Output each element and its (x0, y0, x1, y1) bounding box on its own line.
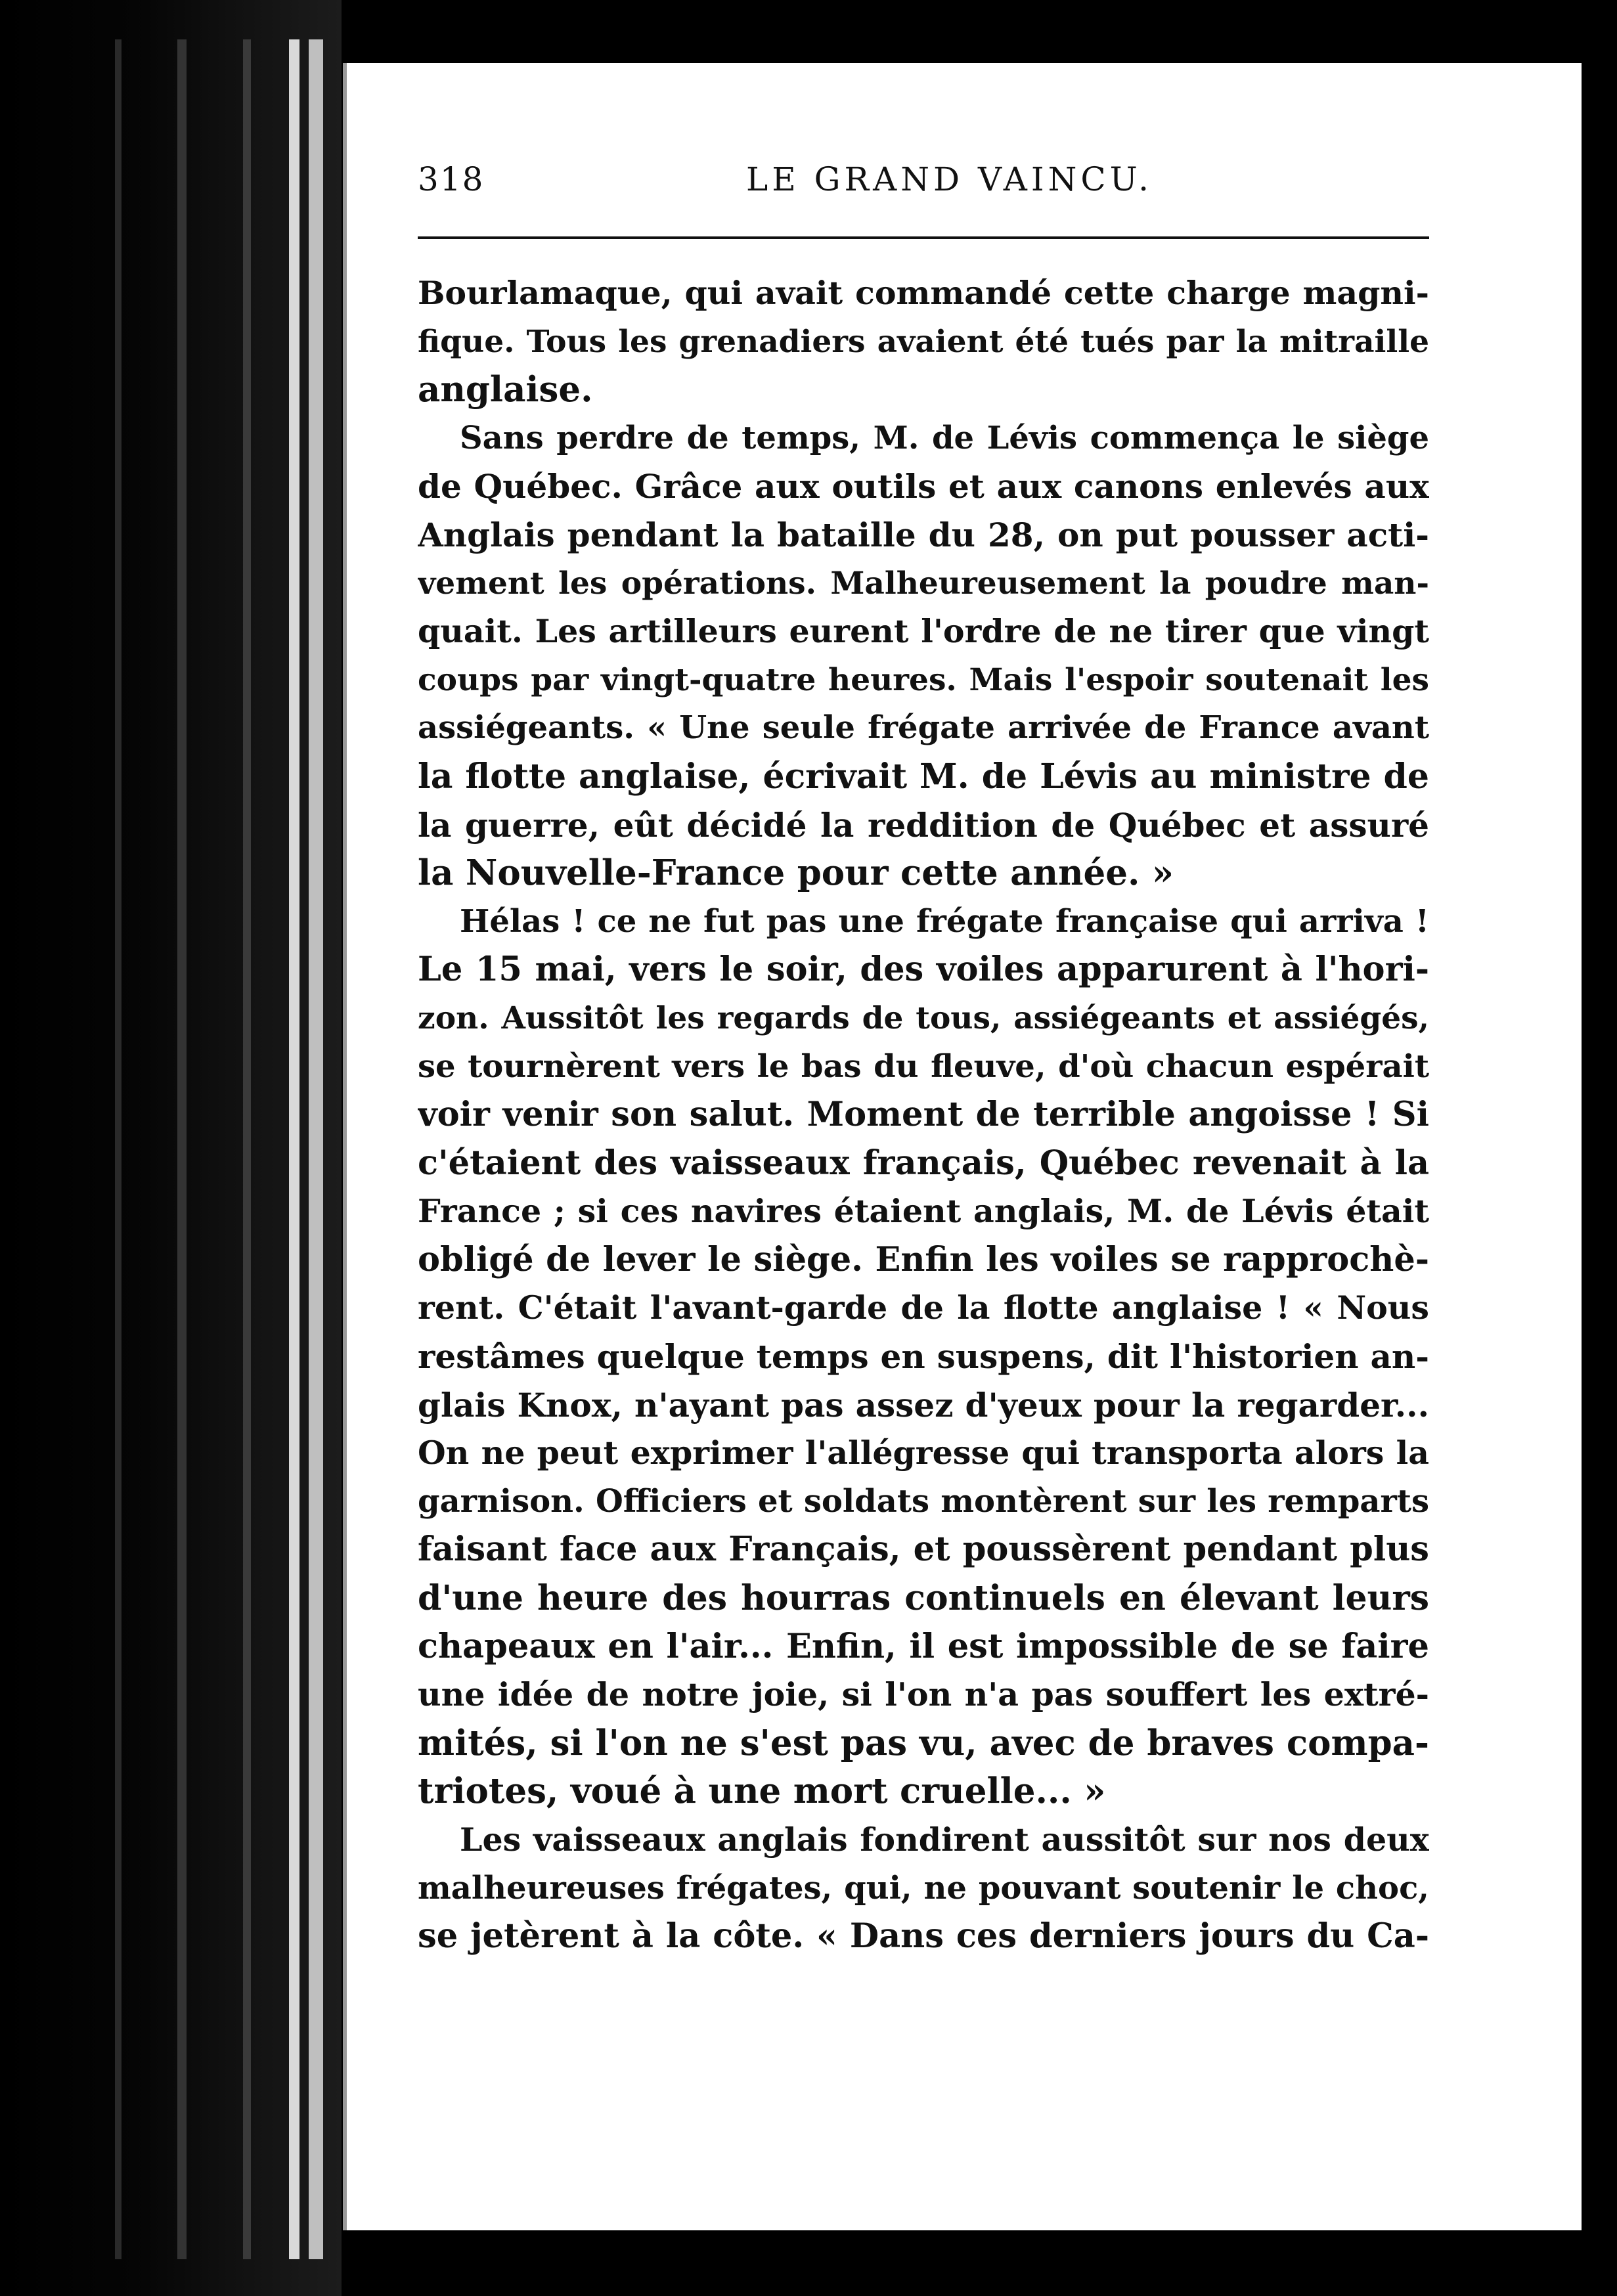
book-spine (0, 0, 342, 2296)
page-stack-edge (289, 39, 299, 2259)
text-line: Sans perdre de temps, M. de Lévis commença le siège (460, 419, 1429, 456)
page-stack-edge (309, 39, 323, 2259)
text-line: Les vaisseaux anglais fondirent aussitôt sur nos deux (460, 1821, 1429, 1859)
text-line: triotes, voué à une mort cruelle... » (418, 1771, 1106, 1812)
spine-edge (115, 39, 122, 2259)
text-line: faisant face aux Français, et poussèrent pendant plus (418, 1530, 1429, 1570)
text-line: de Québec. Grâce aux outils et aux canons enlevés aux (418, 467, 1429, 506)
text-line: mités, si l'on ne s'est pas vu, avec de braves compa- (418, 1722, 1429, 1763)
text-line: se jetèrent à la côte. « Dans ces derniers jours du Ca- (418, 1916, 1429, 1956)
text-line: Anglais pendant la bataille du 28, on put pousser acti- (418, 515, 1429, 554)
text-line: France ; si ces navires étaient anglais, M. de Lévis était (418, 1192, 1429, 1231)
text-line: garnison. Officiers et soldats montèrent sur les remparts (418, 1482, 1429, 1520)
text-line: vement les opérations. Malheureusement la poudre man- (418, 565, 1429, 602)
text-line: voir venir son salut. Moment de terrible angoisse ! Si (418, 1095, 1429, 1135)
body-text (418, 269, 1429, 1961)
spine-edge (243, 39, 251, 2259)
text-line: une idée de notre joie, si l'on n'a pas souffert les extré- (418, 1675, 1429, 1714)
text-line: anglaise. (418, 369, 593, 410)
text-line: Hélas ! ce ne fut pas une frégate française qui arriva ! (460, 902, 1429, 940)
text-line: c'étaient des vaisseaux français, Québec revenait à la (418, 1143, 1429, 1183)
text-line: d'une heure des hourras continuels en élevant leurs (418, 1578, 1429, 1619)
text-line: restâmes quelque temps en suspens, dit l'historien an- (418, 1337, 1429, 1377)
text-line: se tournèrent vers le bas du fleuve, d'où chacun espérait (418, 1048, 1429, 1085)
text-line: quait. Les artilleurs eurent l'ordre de ne tirer que vingt (418, 612, 1429, 651)
page-header (418, 160, 1429, 213)
text-line: la flotte anglaise, écrivait M. de Lévis au ministre de (418, 756, 1429, 797)
running-title: LE GRAND VAINCU. (746, 160, 1153, 198)
header-rule (418, 236, 1429, 239)
text-line: la Nouvelle-France pour cette année. » (418, 852, 1174, 894)
text-line: On ne peut exprimer l'allégresse qui transporta alors la (418, 1434, 1429, 1472)
scan-border (1578, 0, 1617, 2296)
text-line: coups par vingt-quatre heures. Mais l'espoir soutenait les (418, 661, 1429, 698)
text-line: obligé de lever le siège. Enfin les voiles se rapprochè- (418, 1239, 1429, 1279)
page-number: 318 (418, 160, 485, 198)
text-line: fique. Tous les grenadiers avaient été tués par la mitraille (418, 323, 1429, 360)
text-line: glais Knox, n'ayant pas assez d'yeux pour la regarder... (418, 1385, 1429, 1424)
text-line: la guerre, eût décidé la reddition de Québec et assuré (418, 805, 1429, 845)
text-line: Bourlamaque, qui avait commandé cette charge magni- (418, 274, 1429, 312)
page-edge-line (1576, 92, 1580, 2194)
text-line: malheureuses frégates, qui, ne pouvant soutenir le choc, (418, 1869, 1429, 1907)
text-line: Le 15 mai, vers le soir, des voiles apparurent à l'hori- (418, 950, 1429, 990)
text-line: assiégeants. « Une seule frégate arrivée de France avant (418, 709, 1429, 747)
text-line: zon. Aussitôt les regards de tous, assiégeants et assiégés, (418, 1000, 1429, 1036)
spine-edge (177, 39, 187, 2259)
text-line: rent. C'était l'avant-garde de la flotte anglaise ! « Nous (418, 1289, 1429, 1327)
text-line: chapeaux en l'air... Enfin, il est impossible de se faire (418, 1626, 1429, 1666)
